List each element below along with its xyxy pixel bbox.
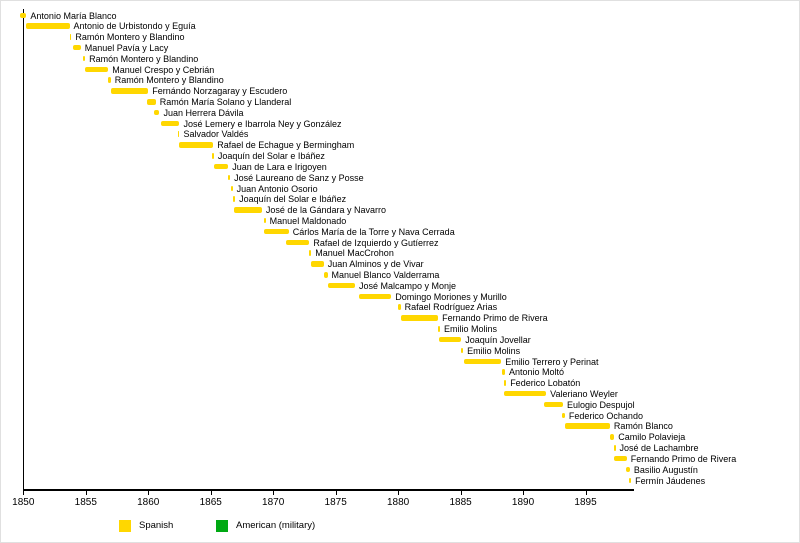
- timeline-bar: [20, 13, 26, 19]
- x-tick-label: 1885: [449, 497, 472, 508]
- governor-name-label[interactable]: José Malcampo y Monje: [359, 280, 457, 291]
- timeline-bar: [161, 121, 179, 127]
- timeline-bar: [565, 423, 610, 429]
- governor-name-label[interactable]: Ramón María Solano y Llanderal: [159, 97, 292, 107]
- x-tick: [336, 490, 337, 495]
- x-tick: [586, 490, 587, 495]
- x-tick-label: 1895: [574, 497, 597, 508]
- governor-name-label[interactable]: Juan Alminos y de Vivar: [327, 259, 424, 270]
- timeline-bar: [309, 250, 311, 256]
- timeline-bar: [439, 337, 461, 343]
- x-tick-label: 1855: [74, 497, 97, 508]
- legend-label: Spanish: [139, 520, 174, 531]
- x-tick: [398, 490, 399, 495]
- legend: [1, 515, 800, 537]
- governor-name-label[interactable]: Manuel MacCrohon: [315, 248, 394, 259]
- timeline-bar: [614, 456, 626, 462]
- timeline-bar: [264, 218, 266, 224]
- timeline-bar: [398, 304, 400, 310]
- x-tick-label: 1875: [324, 497, 347, 508]
- timeline-bar: [231, 186, 233, 192]
- timeline-bar: [359, 294, 391, 300]
- timeline-bar: [328, 283, 355, 289]
- governor-name-label[interactable]: Fernándo Norzagaray y Escudero: [152, 86, 288, 97]
- timeline-bar: [562, 413, 564, 419]
- timeline-bar: [311, 261, 323, 267]
- x-tick: [148, 490, 149, 495]
- governor-name-label[interactable]: José de Lachambre: [619, 443, 699, 454]
- governor-name-label[interactable]: Juan Antonio Osorio: [236, 183, 318, 194]
- governor-name-label[interactable]: Rafael de Izquierdo y Gutíerrez: [313, 237, 439, 248]
- governor-name-label[interactable]: Antonio de Urbistondo y Eguía: [73, 21, 196, 32]
- timeline-bar: [212, 153, 214, 159]
- x-tick: [523, 490, 524, 495]
- governor-name-label[interactable]: Ramón Montero y Blandino: [89, 53, 199, 64]
- timeline-bar: [464, 359, 501, 365]
- timeline-bar: [629, 478, 631, 484]
- governor-name-label[interactable]: José de la Gándara y Navarro: [265, 205, 386, 216]
- governor-name-label[interactable]: Joaquín del Solar e Ibáñez: [239, 194, 347, 205]
- timeline-bar: [461, 348, 463, 354]
- x-tick-label: 1865: [199, 497, 222, 508]
- timeline-bar: [614, 445, 616, 451]
- legend-swatch-american-military-: [216, 520, 228, 532]
- x-tick-label: 1870: [262, 497, 285, 508]
- timeline-bar: [610, 434, 614, 440]
- governor-name-label[interactable]: Basilio Augustín: [633, 464, 698, 475]
- governor-name-label[interactable]: Juan Herrera Dávila: [163, 107, 244, 118]
- governor-name-label[interactable]: Valeriano Weyler: [550, 388, 618, 399]
- governor-name-label[interactable]: Salvador Valdés: [183, 129, 249, 140]
- x-tick: [86, 490, 87, 495]
- x-tick: [211, 490, 212, 495]
- timeline-bar: [626, 467, 630, 473]
- timeline-bar: [154, 110, 159, 116]
- timeline-bar: [234, 207, 262, 213]
- x-tick: [23, 490, 24, 495]
- legend-swatch-spanish: [119, 520, 131, 532]
- governor-name-label[interactable]: Antonio Moltó: [508, 367, 564, 378]
- timeline-bar: [324, 272, 328, 278]
- x-tick: [461, 490, 462, 495]
- timeline-bar: [504, 380, 506, 386]
- timeline-bar: [264, 229, 288, 235]
- x-tick-label: 1880: [386, 497, 410, 508]
- governor-name-label[interactable]: Federico Ochando: [568, 410, 643, 421]
- governor-name-label[interactable]: Federico Lobatón: [510, 378, 581, 389]
- timeline-bar: [26, 23, 70, 29]
- governor-name-label[interactable]: Ramón Montero y Blandino: [114, 75, 224, 86]
- governor-name-label[interactable]: Eulogio Despujol: [567, 399, 635, 410]
- governor-name-label[interactable]: Joaquín Jovellar: [465, 334, 531, 345]
- governor-name-label[interactable]: Manuel Blanco Valderrama: [331, 270, 440, 281]
- governor-name-label[interactable]: Ramón Montero y Blandino: [75, 32, 185, 43]
- timeline-bar: [401, 315, 438, 321]
- x-axis-line: [23, 489, 634, 491]
- governor-name-label[interactable]: Fermín Jáudenes: [635, 475, 706, 486]
- x-tick-label: 1860: [137, 497, 160, 508]
- timeline-bar: [83, 56, 85, 62]
- timeline-bar: [147, 99, 156, 105]
- governor-name-label[interactable]: Emilio Molins: [443, 324, 497, 335]
- governor-name-label[interactable]: Ramón Blanco: [613, 421, 673, 432]
- governor-name-label[interactable]: Manuel Maldonado: [269, 215, 347, 226]
- legend-label: American (military): [236, 520, 316, 531]
- timeline-bar: [544, 402, 563, 408]
- governor-name-label[interactable]: Antonio María Blanco: [30, 10, 117, 21]
- timeline-bar: [502, 369, 504, 375]
- governor-name-label[interactable]: José Lemery e Ibarrola Ney y González: [183, 118, 342, 129]
- x-tick: [273, 490, 274, 495]
- timeline-bar: [111, 88, 148, 94]
- timeline-bar: [438, 326, 440, 332]
- timeline-bar: [286, 240, 310, 246]
- governor-name-label[interactable]: Cárlos María de la Torre y Nava Cerrada: [292, 226, 455, 237]
- timeline-bar: [108, 77, 110, 83]
- governor-name-label[interactable]: Joaquín del Solar e Ibáñez: [217, 151, 325, 162]
- timeline-bar: [85, 67, 109, 73]
- governor-name-label[interactable]: José Laureano de Sanz y Posse: [234, 172, 364, 183]
- governor-name-label[interactable]: Rafael de Echague y Bermingham: [217, 140, 355, 151]
- x-tick-label: 1890: [511, 497, 535, 508]
- governor-name-label[interactable]: Emilio Terrero y Perinat: [505, 356, 599, 367]
- x-tick-label: 1850: [12, 497, 35, 508]
- governor-name-label[interactable]: Emilio Molins: [467, 345, 521, 356]
- timeline-bar: [178, 131, 180, 137]
- timeline-bar: [73, 45, 81, 51]
- governor-name-label[interactable]: Domingo Moriones y Murillo: [395, 291, 507, 302]
- governor-name-label[interactable]: Fernando Primo de Rivera: [442, 313, 548, 324]
- timeline-bar: [228, 175, 230, 181]
- timeline-bar: [504, 391, 546, 397]
- governor-name-label[interactable]: Rafael Rodríguez Arias: [404, 302, 498, 313]
- governor-name-label[interactable]: Manuel Pavía y Lacy: [84, 42, 169, 53]
- timeline-bar: [179, 142, 213, 148]
- governor-name-label[interactable]: Manuel Crespo y Cebrián: [112, 64, 215, 75]
- timeline-bar: [70, 34, 72, 40]
- governor-name-label[interactable]: Juan de Lara e Irigoyen: [232, 161, 327, 172]
- timeline-bar: [233, 196, 235, 202]
- timeline-bar: [214, 164, 228, 170]
- governor-name-label[interactable]: Fernando Primo de Rivera: [630, 453, 737, 464]
- y-axis-line: [23, 9, 24, 490]
- governor-name-label[interactable]: Camilo Polavieja: [618, 432, 686, 443]
